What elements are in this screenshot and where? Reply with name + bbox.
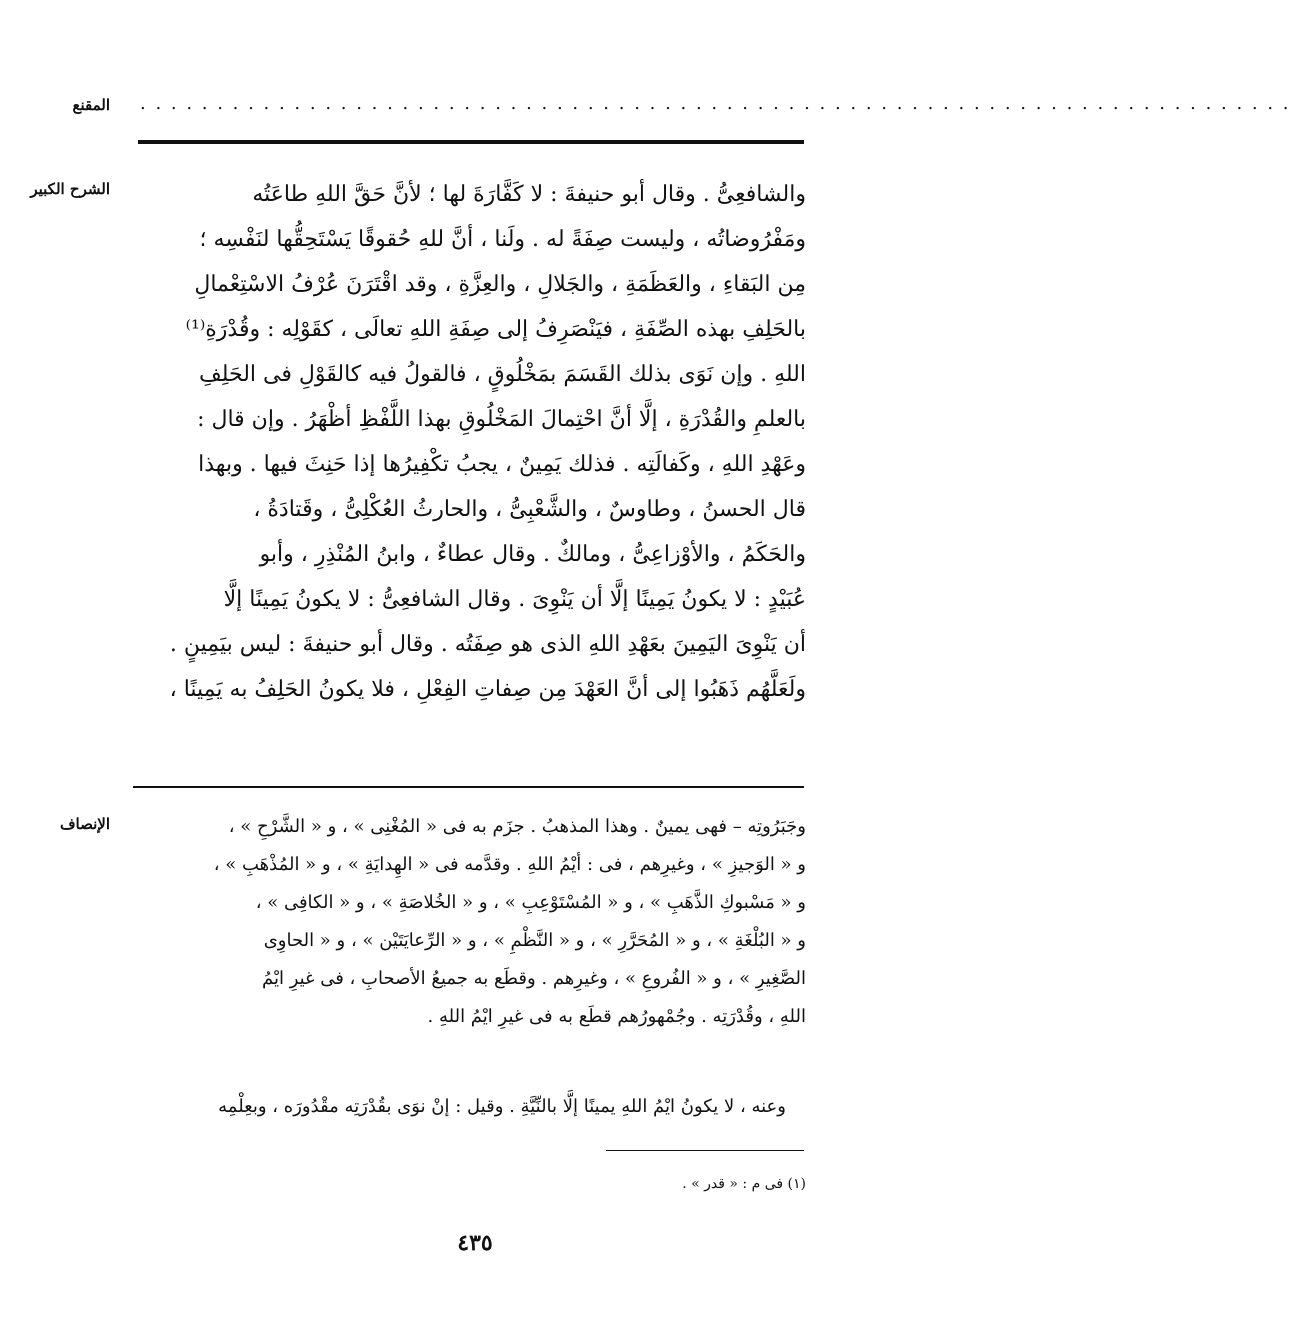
text-line: والحَكَمُ ، والأوْزاعِىُّ ، ومالكٌ . وقال عطاءٌ ، وابنُ المُنْذِرِ ، وأبو bbox=[259, 542, 806, 567]
insaf-section-label: الإنصاف bbox=[59, 815, 110, 833]
text-line: و « مَسْبوكِ الذَّهَبِ » ، و « المُسْتَوْعِبِ » ، و « الخُلاصَةِ » ، و « الكافِى » ، bbox=[255, 892, 806, 913]
text-line: عُبَيْدٍ : لا يكونُ يَمِينًا إلَّا أن يَنْوِىَ . وقال الشافعِىُّ : لا يكونُ يَمِينًا إلَّا bbox=[223, 587, 806, 612]
header-rule bbox=[138, 140, 804, 144]
text-line: الصَّغِيرِ » ، و « الفُروعِ » ، وغيرِهم . وقطَع به جميعُ الأصحابِ ، فى غيرِ ايْمُ bbox=[261, 968, 806, 989]
book-title: المقنع bbox=[72, 96, 110, 114]
insaf-body bbox=[130, 808, 806, 1036]
text-line: قال الحسنُ ، وطاوسٌ ، والشَّعْبِىُّ ، والحارثُ العُكْلِىُّ ، وقَتادَةُ ، bbox=[253, 497, 806, 522]
section-divider bbox=[133, 786, 804, 788]
text-line: ومَفْرُوضاتُه ، وليست صِفَةً له . ولَنا ، أنَّ للهِ حُقوقًا يَسْتَحِقُّها لنَفْسِه ؛ bbox=[199, 227, 806, 252]
text-line: وجَبَرُوتِه – فهى يمينٌ . وهذا المذهبُ . جزَم به فى « المُغْنِى » ، و « الشَّرْحِ » ، bbox=[228, 816, 806, 837]
page-number: ٤٣٥ bbox=[457, 1230, 493, 1256]
text-line: وعنه ، لا يكونُ ايْمُ اللهِ يمينًا إلَّا بالنِّيَّةِ . وقيل : إنْ نوَى بقُدْرَتِه مقْدُورَه ، وبعِلْمِه bbox=[218, 1096, 786, 1117]
text-line: بالعلمِ والقُدْرَةِ ، إلَّا أنَّ احْتِمالَ المَخْلُوقِ بهذا اللَّفْظِ أظْهَرُ . وإن قال : bbox=[197, 407, 806, 432]
text-line: أن يَنْوِىَ اليَمِينَ بعَهْدِ اللهِ الذى هو صِفَتُه . وقال أبو حنيفةَ : ليس بيَمِينٍ . bbox=[169, 632, 806, 657]
text-line: و « الوَجيزِ » ، وغيرِهم ، فى : أيْمُ اللهِ . وقدَّمه فى « الهِدايَةِ » ، و « المُذْهَبِ » ، bbox=[213, 854, 806, 875]
text-line: بالحَلِفِ بهذه الصِّفَةِ ، فيَنْصَرِفُ إلى صِفَةِ اللهِ تعالَى ، كقَوْلِه : وقُدْرَةِ⁽¹⁾ bbox=[185, 317, 806, 342]
footnote-rule bbox=[606, 1150, 804, 1151]
text-line: اللهِ . وإن نَوَى بذلك القَسَمَ بمَخْلُوقٍ ، فالقولُ فيه كالقَوْلِ فى الحَلِفِ bbox=[198, 362, 806, 387]
text-line: والشافعِىُّ . وقال أبو حنيفةَ : لا كَفَّارَةَ لها ؛ لأنَّ حَقَّ اللهِ طاعَتُه bbox=[252, 182, 806, 207]
footnote: (١) فى م : « قدر » . bbox=[682, 1176, 806, 1192]
sharh-body bbox=[130, 172, 806, 712]
text-line: مِن البَقاءِ ، والعَظَمَةِ ، والجَلالِ ، والعِزَّةِ ، وقد اقْتَرَنَ عُرْفُ الاسْتِعْمالِ bbox=[194, 272, 806, 297]
text-line: وعَهْدِ اللهِ ، وكَفالَتِه . فذلك يَمِينٌ ، يجبُ تكْفِيرُها إذا حَنِثَ فيها . وبهذا bbox=[198, 452, 806, 477]
text-line: ولَعَلَّهُم ذَهَبُوا إلى أنَّ العَهْدَ مِن صِفاتِ الفِعْلِ ، فلا يكونُ الحَلِفُ به يَمِينًا ، bbox=[169, 677, 806, 702]
text-line: اللهِ ، وقُدْرَتِه . وجُمْهورُهم قطَع به فى غيرِ ايْمُ اللهِ . bbox=[427, 1006, 806, 1027]
text-line: و « البُلْغَةِ » ، و « المُحَرَّرِ » ، و « النَّظْمِ » ، و « الرِّعايَتَيْن » ، و « الحاوِى bbox=[263, 930, 806, 951]
sharh-section-label: الشرح الكبير bbox=[30, 180, 110, 198]
insaf-paragraph bbox=[130, 1088, 786, 1126]
header-dotted-rule: . . . . . . . . . . . . . . . . . . . . . . . . . . . . . . . . . . . . . . . . . . . . . . . . . . . . . . . . . . . . . . . . . . . . . . . . . . . bbox=[140, 93, 1291, 114]
